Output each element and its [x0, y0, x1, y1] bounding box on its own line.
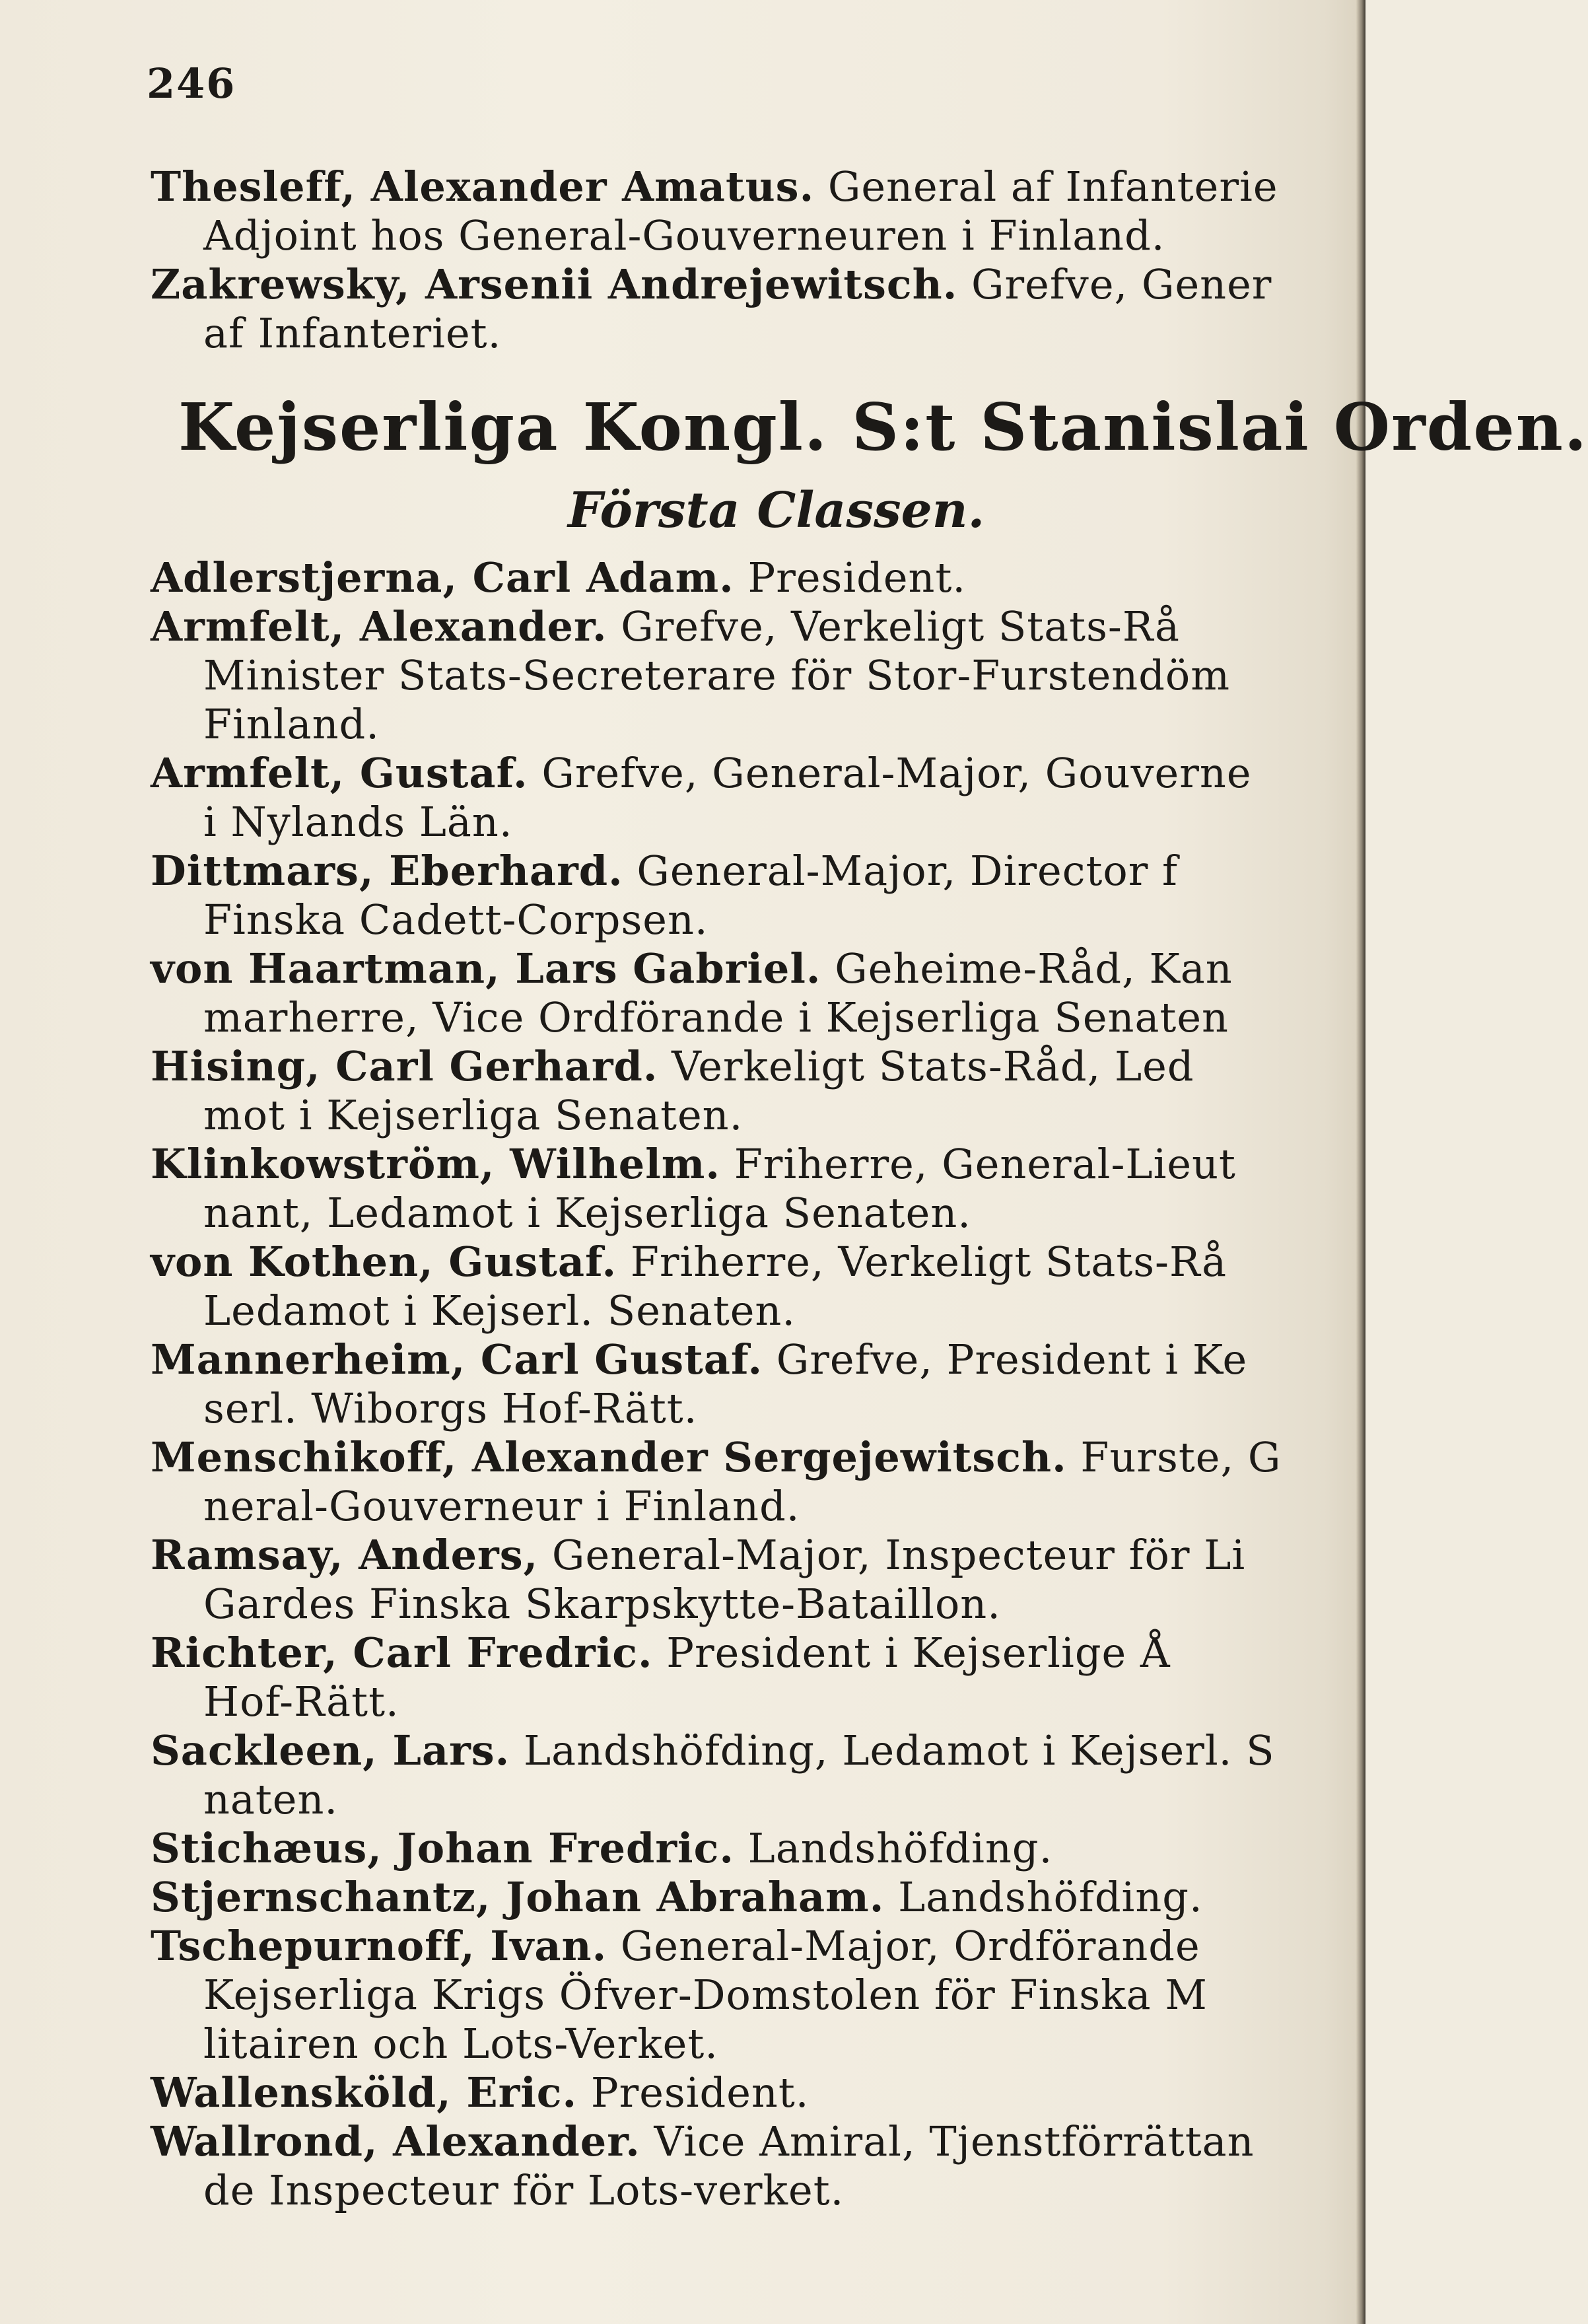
entry-text: President i Kejserlige Å: [652, 1629, 1171, 1677]
list-item: [0, 1922, 1354, 2068]
list-item: [0, 847, 1354, 944]
entry-continuation: i Nylands Län.: [203, 798, 513, 846]
entry-text: Landshöfding.: [734, 1824, 1053, 1872]
entry-text: Geheime-Råd, Kan: [821, 944, 1233, 993]
entry-text: Vice Amiral, Tjenstförrättan: [640, 2117, 1255, 2166]
entry-text: Grefve, Verkeligt Stats-Rå: [607, 602, 1180, 651]
entry-name: Zakrewsky, Arsenii Andrejewitsch.: [151, 260, 958, 308]
entry-name: Hising, Carl Gerhard.: [151, 1042, 658, 1090]
entry-continuation: neral-Gouverneur i Finland.: [203, 1482, 800, 1530]
list-item: [0, 553, 1354, 602]
entry-continuation: Ledamot i Kejserl. Senaten.: [203, 1286, 796, 1335]
entry-text: Grefve, President i Ke: [763, 1335, 1248, 1384]
entry-text: Grefve, General-Major, Gouverne: [528, 749, 1252, 797]
entry-name: Dittmars, Eberhard.: [151, 847, 623, 895]
entry-continuation: marherre, Vice Ordförande i Kejserliga Senaten: [203, 993, 1229, 1041]
entry-text: Verkeligt Stats-Råd, Led: [658, 1042, 1194, 1090]
entry-name: Wallensköld, Eric.: [151, 2068, 578, 2117]
list-item: [0, 1140, 1354, 1238]
list-item: [0, 944, 1354, 1042]
entry-name: Adlerstjerna, Carl Adam.: [151, 553, 734, 602]
entry-text: Landshöfding.: [884, 1873, 1203, 1921]
entry-continuation: Minister Stats-Secreterare för Stor-Furstendöm: [203, 651, 1231, 699]
list-item: [0, 2068, 1354, 2117]
entry-name: Thesleff, Alexander Amatus.: [151, 162, 815, 211]
entry-continuation: Hof-Rätt.: [203, 1677, 399, 1726]
list-item: [0, 602, 1354, 749]
list-item: [0, 1824, 1354, 1873]
entry-text: Friherre, General-Lieut: [720, 1140, 1236, 1188]
entry-name: Ramsay, Anders,: [151, 1531, 539, 1579]
list-item: [0, 1042, 1354, 1140]
entry-continuation: litairen och Lots-Verket.: [203, 2020, 718, 2068]
entry-name: Wallrond, Alexander.: [151, 2117, 640, 2166]
entry-continuation: Adjoint hos General-Gouverneuren i Finland.: [203, 211, 1165, 260]
entry-continuation: Gardes Finska Skarpskytte-Bataillon.: [203, 1580, 1001, 1628]
entry-name: Tschepurnoff, Ivan.: [151, 1922, 607, 1970]
entry-text: General-Major, Director f: [623, 847, 1178, 895]
entry-continuation: nant, Ledamot i Kejserliga Senaten.: [203, 1189, 971, 1237]
member-list: [0, 553, 1354, 2215]
entry-name: Klinkowström, Wilhelm.: [151, 1140, 720, 1188]
entry-text: Furste, G: [1066, 1433, 1282, 1481]
list-item: [0, 1335, 1354, 1433]
entry-text: Grefve, Gener: [957, 260, 1272, 308]
list-item: [0, 1629, 1354, 1726]
entry-name: Armfelt, Alexander.: [151, 602, 607, 651]
entry-text: Friherre, Verkeligt Stats-Rå: [617, 1238, 1227, 1286]
entry-continuation: af Infanteriet.: [203, 309, 502, 357]
page-edge-shadow: [1356, 0, 1365, 2324]
list-item: [0, 1873, 1354, 1922]
list-item: [0, 260, 1354, 358]
entry-continuation: naten.: [203, 1775, 339, 1823]
entry-name: Richter, Carl Fredric.: [151, 1629, 653, 1677]
entry-continuation: de Inspecteur för Lots-verket.: [203, 2166, 845, 2214]
entry-name: Menschikoff, Alexander Sergejewitsch.: [151, 1433, 1067, 1481]
list-item: [0, 1433, 1354, 1531]
entry-name: Mannerheim, Carl Gustaf.: [151, 1335, 763, 1384]
entry-text: General-Major, Inspecteur för Li: [538, 1531, 1246, 1579]
section-subtitle: Första Classen.: [568, 482, 985, 539]
entry-continuation: Finland.: [203, 700, 380, 748]
entry-continuation: Kejserliga Krigs Öfver-Domstolen för Finska M: [203, 1971, 1208, 2019]
list-item: [0, 749, 1354, 847]
entry-name: Stjernschantz, Johan Abraham.: [151, 1873, 885, 1921]
list-item: [0, 1726, 1354, 1824]
entry-text: President.: [734, 553, 967, 602]
entry-continuation: Finska Cadett-Corpsen.: [203, 896, 708, 944]
list-item: [0, 1238, 1354, 1335]
list-item: [0, 1531, 1354, 1629]
entry-text: Landshöfding, Ledamot i Kejserl. S: [510, 1726, 1275, 1775]
entry-text: President.: [577, 2068, 810, 2117]
page-number: 246: [147, 59, 236, 108]
list-item: [0, 2117, 1354, 2215]
entry-text: General-Major, Ordförande: [607, 1922, 1200, 1970]
entry-name: von Kothen, Gustaf.: [151, 1238, 617, 1286]
list-item: [0, 162, 1354, 260]
entry-text: General af Infanterie: [814, 162, 1278, 211]
entry-name: Stichæus, Johan Fredric.: [151, 1824, 734, 1872]
entry-continuation: serl. Wiborgs Hof-Rätt.: [203, 1384, 698, 1432]
entry-continuation: mot i Kejserliga Senaten.: [203, 1091, 743, 1139]
section-title: Kejserliga Kongl. S:t Stanislai Orden.: [178, 390, 1588, 466]
entry-name: Sackleen, Lars.: [151, 1726, 510, 1775]
entry-name: Armfelt, Gustaf.: [151, 749, 528, 797]
entry-name: von Haartman, Lars Gabriel.: [151, 944, 821, 993]
intro-list: [0, 162, 1354, 358]
